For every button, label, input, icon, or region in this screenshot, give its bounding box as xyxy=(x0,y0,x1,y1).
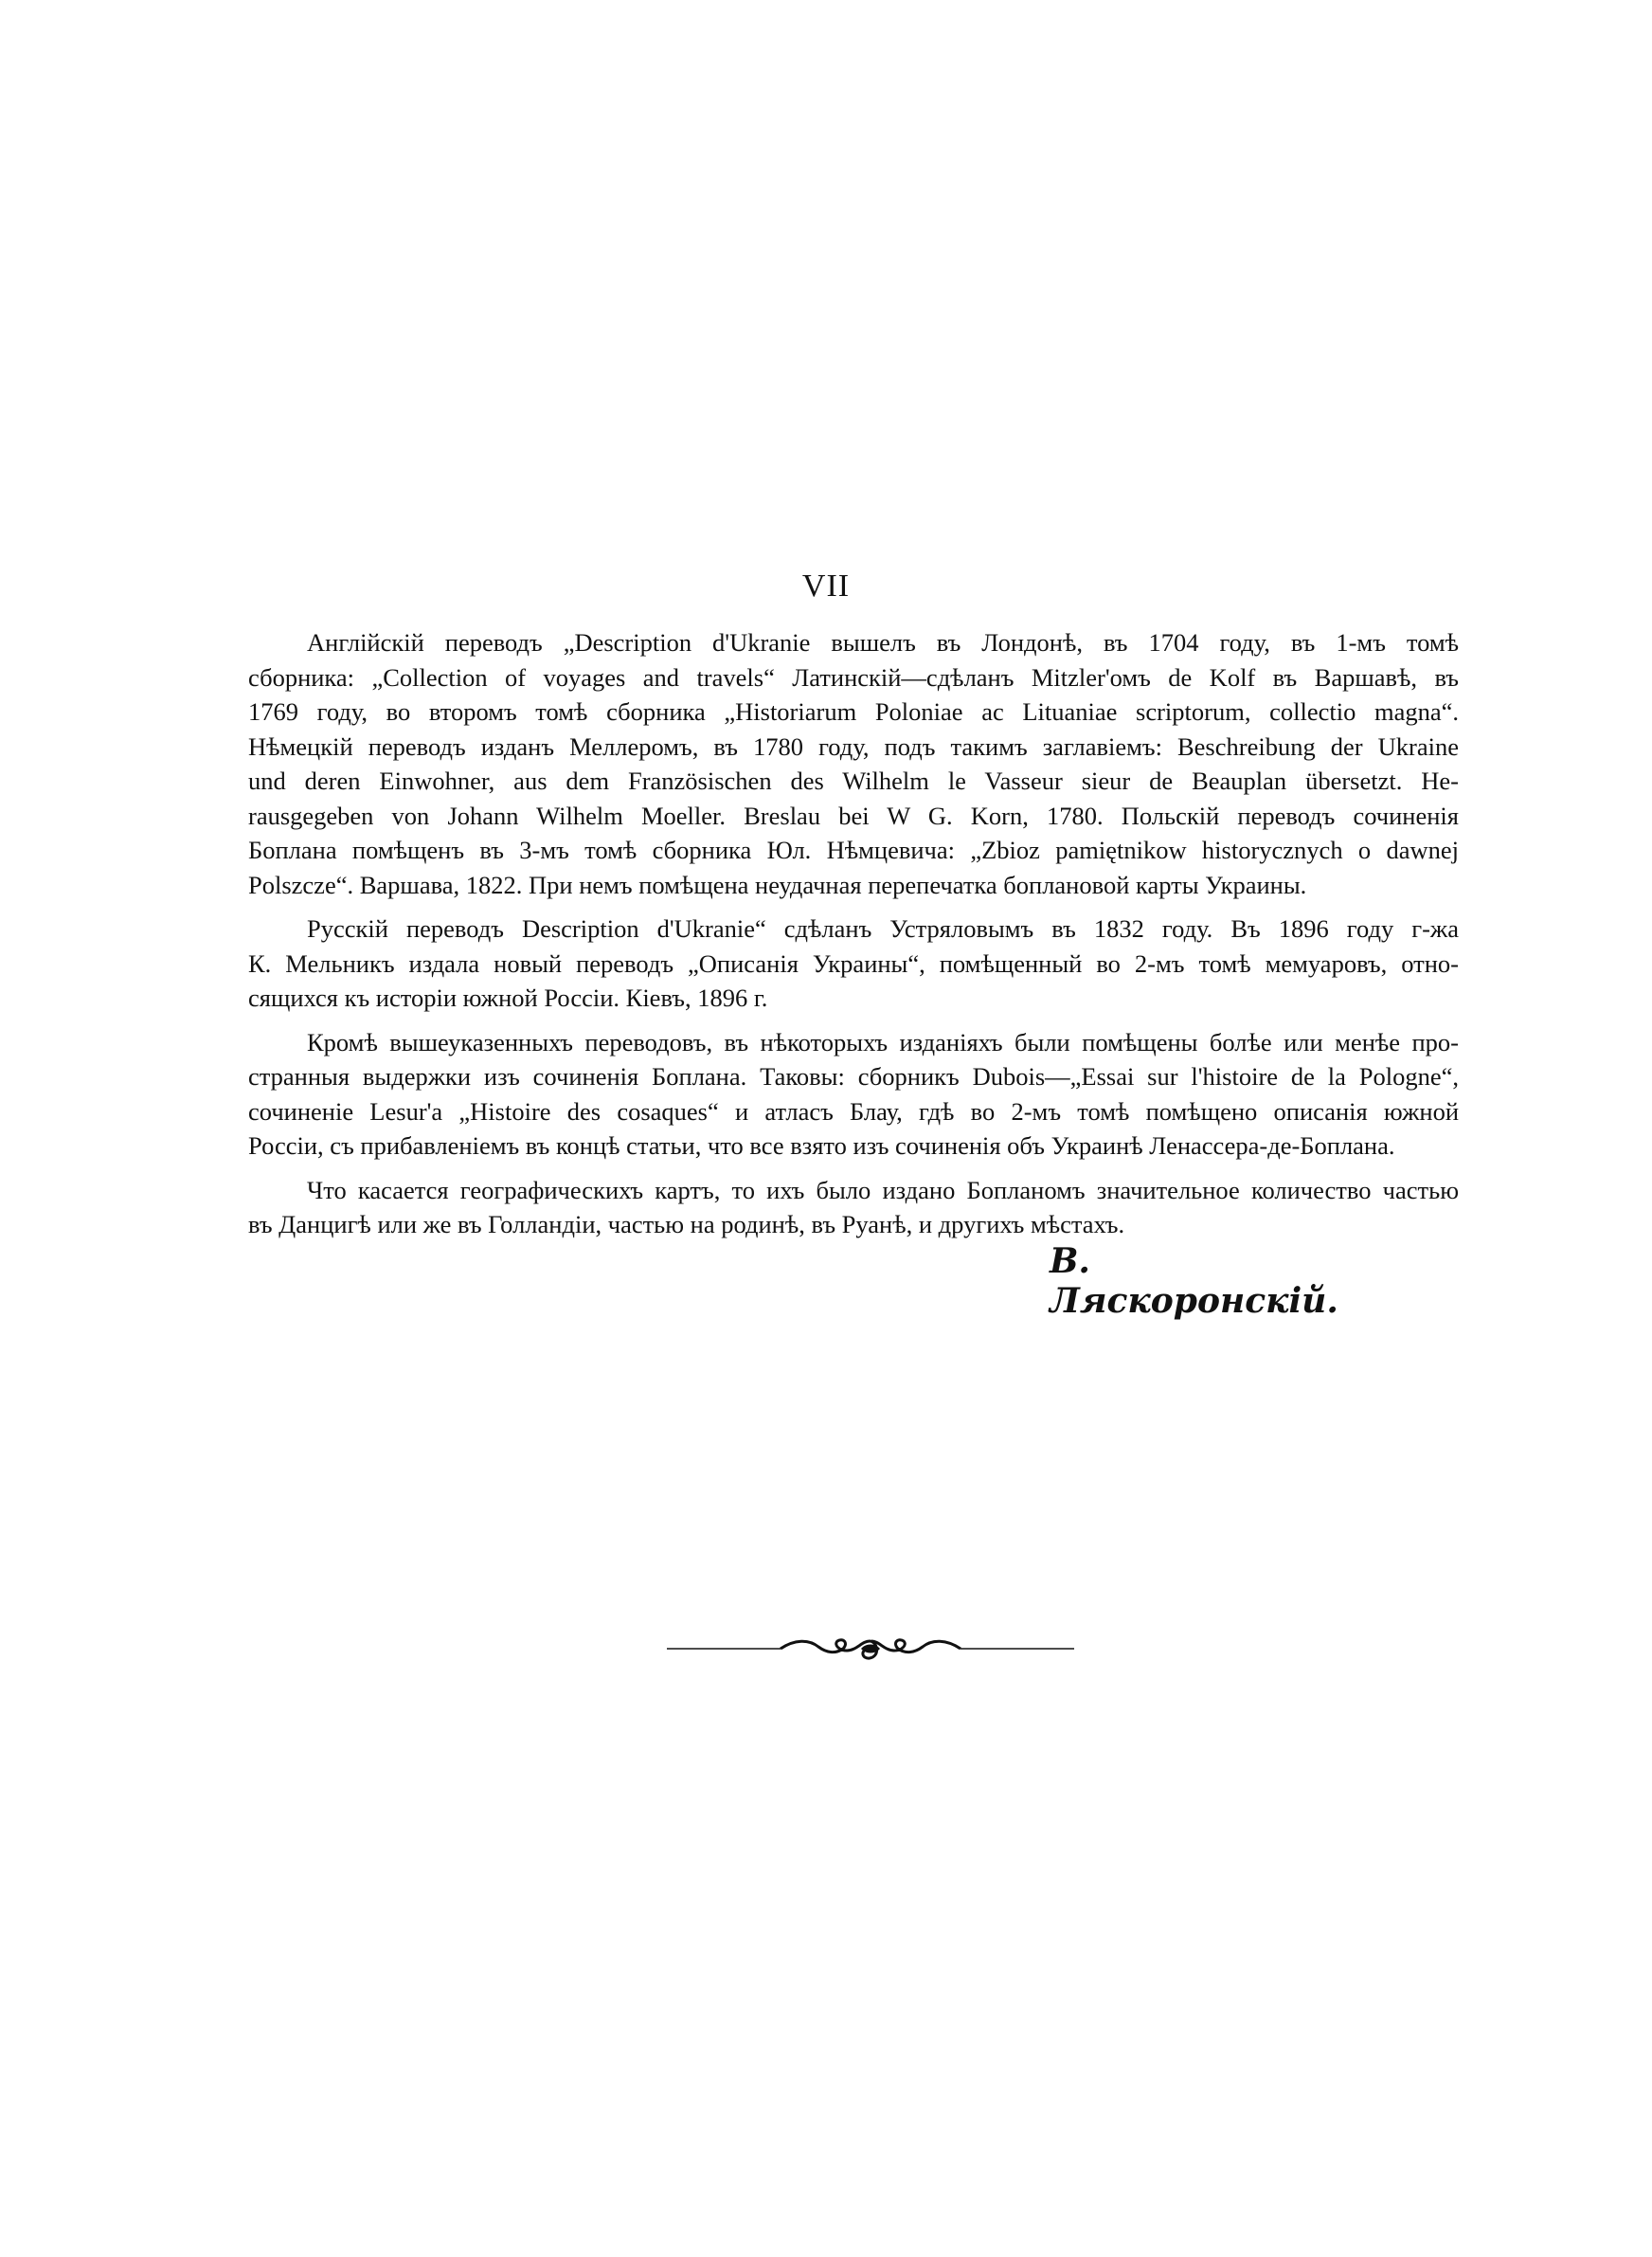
text-line: странныя выдержки изъ сочиненія Боплана. Таковы: сборникъ Dubois—„Essai sur l'histoire de la Pologne“, xyxy=(248,1062,1459,1091)
text-line: Россіи, съ прибавленіемъ въ концѣ статьи, что все взято изъ сочиненія объ Украинѣ Ленассера-де-Боплана. xyxy=(248,1131,1395,1160)
paragraph-russian-translation xyxy=(248,912,1459,1016)
ornamental-divider xyxy=(667,1632,1074,1666)
body-text xyxy=(248,625,1459,1252)
text-line: сящихся къ исторіи южной Россіи. Кіевъ, 1896 г. xyxy=(248,984,768,1012)
paragraph-english-translation xyxy=(248,625,1459,902)
text-line: Polszcze“. Варшава, 1822. При немъ помѣщена неудачная перепечатка боплановой карты Украины. xyxy=(248,870,1307,899)
text-line: К. Мельникъ издала новый переводъ „Описанія Украины“, помѣщенный во 2-мъ томѣ мемуаровъ, отно- xyxy=(248,948,1459,978)
text-line: und deren Einwohner, aus dem Französischen des Wilhelm le Vasseur sieur de Beauplan übersetzt. He- xyxy=(248,767,1459,795)
text-line: Русскій переводъ Description d'Ukranie“ сдѣланъ Устряловымъ въ 1832 году. Въ 1896 году г-жа xyxy=(307,914,1459,943)
flourish-icon xyxy=(667,1632,1074,1666)
paragraph-excerpts xyxy=(248,1025,1459,1164)
text-line: Боплана помѣщенъ въ 3-мъ томѣ сборника Юл. Нѣмцевича: „Zbioz pamiętnikow historycznych o dawnej xyxy=(248,836,1459,864)
page-number: VII xyxy=(801,569,851,604)
author-signature: В. Ляскоронскій. xyxy=(1050,1241,1338,1321)
text-line: Кромѣ вышеуказенныхъ переводовъ, въ нѣкоторыхъ изданіяхъ были помѣщены болѣе или менѣе про- xyxy=(307,1027,1459,1056)
paragraph-maps xyxy=(248,1173,1459,1242)
text-line: rausgegeben von Johann Wilhelm Moeller. Breslau bei W G. Korn, 1780. Польскій переводъ сочиненія xyxy=(248,801,1459,830)
text-line: сочиненіе Lesur'a „Histoire des cosaques“ и атласъ Блау, гдѣ во 2-мъ томѣ помѣщено описанія южной xyxy=(248,1096,1459,1126)
text-line: сборника: „Collection of voyages and travels“ Латинскій—сдѣланъ Mitzler'омъ de Kolf въ Варшавѣ, въ xyxy=(248,662,1459,692)
text-line: Нѣмецкій переводъ изданъ Меллеромъ, въ 1780 году, подъ такимъ заглавіемъ: Beschreibung der Ukraine xyxy=(248,731,1459,761)
text-line: Англійскій переводъ „Description d'Ukranie вышелъ въ Лондонѣ, въ 1704 году, въ 1-мъ томѣ xyxy=(307,628,1459,657)
text-line: Что касается географическихъ картъ, то ихъ было издано Бопланомъ значительное количество частью xyxy=(307,1175,1459,1204)
text-line: 1769 году, во второмъ томѣ сборника „Historiarum Poloniae ac Lituaniae scriptorum, collectio magna“. xyxy=(248,697,1459,726)
text-line: въ Данцигѣ или же въ Голландіи, частью на родинѣ, въ Руанѣ, и другихъ мѣстахъ. xyxy=(248,1210,1125,1238)
